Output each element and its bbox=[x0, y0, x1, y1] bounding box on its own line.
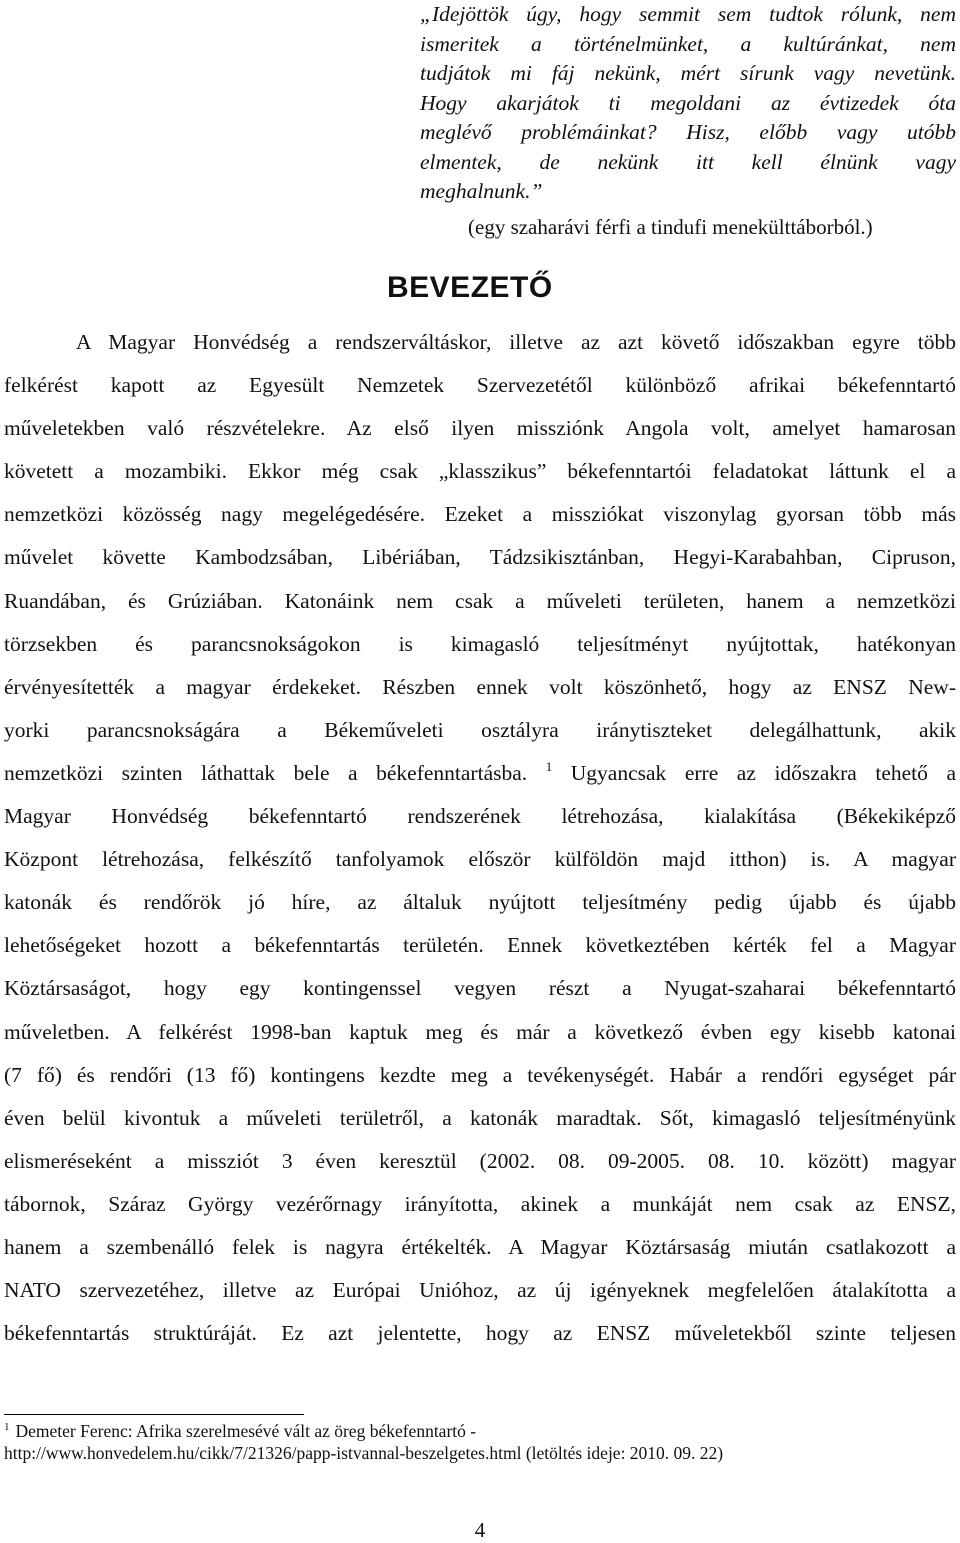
paragraph-line-with-footnote bbox=[4, 752, 956, 795]
footnote-line bbox=[4, 1420, 956, 1442]
footnote bbox=[4, 1420, 956, 1464]
paragraph-line: elismeréseként a missziót 3 éven keresztül (2002. 08. 09-2005. 08. 10. között) magyar bbox=[4, 1148, 956, 1173]
epigraph-line: tudjátok mi fáj nekünk, mért sírunk vagy nevetünk. bbox=[420, 61, 956, 85]
epigraph-line: meghalnunk.” bbox=[420, 179, 543, 203]
paragraph-line: NATO szervezetéhez, illetve az Európai Unióhoz, az új igényeknek megfelelően átalakította a bbox=[4, 1278, 956, 1303]
paragraph-line: Központ létrehozása, felkészítő tanfolyamok először külföldön majd itthon) is. A magyar bbox=[4, 847, 956, 872]
paragraph-line: yorki parancsnokságára a Békeműveleti osztályra iránytiszteket delegálhattunk, akik bbox=[4, 717, 956, 742]
paragraph-line: Köztársaságot, hogy egy kontingenssel vegyen részt a Nyugat-szaharai békefenntartó bbox=[4, 976, 956, 1001]
paragraph-line: tábornok, Száraz György vezérőrnagy irányította, akinek a munkáját nem csak az ENSZ, bbox=[4, 1191, 956, 1216]
paragraph-line: követett a mozambiki. Ekkor még csak „klasszikus” békefenntartói feladatokat láttunk el a bbox=[4, 459, 956, 484]
section-heading: BEVEZETŐ bbox=[387, 271, 553, 304]
paragraph-line: nemzetközi közösség nagy megelégedésére. Ezeket a missziókat viszonylag gyorsan több más bbox=[4, 502, 956, 527]
paragraph-line: A Magyar Honvédség a rendszerváltáskor, illetve az azt követő időszakban egyre több bbox=[76, 330, 956, 354]
paragraph-line: Ruandában, és Grúziában. Katonáink nem csak a műveleti területen, hanem a nemzetközi bbox=[4, 588, 956, 613]
epigraph-quote bbox=[420, 0, 956, 207]
paragraph-line: hanem a szembenálló felek is nagyra értékelték. A Magyar Köztársaság miután csatlakozott a bbox=[4, 1234, 956, 1259]
paragraph-line: lehetőségeket hozott a békefenntartás területén. Ennek következtében kérték fel a Magyar bbox=[4, 933, 956, 958]
paragraph-line: felkérést kapott az Egyesült Nemzetek Szervezetétől különböző afrikai békefenntartó bbox=[4, 373, 956, 398]
body-paragraph bbox=[4, 321, 956, 1355]
epigraph-line: „Idejöttök úgy, hogy semmit sem tudtok rólunk, nem bbox=[420, 2, 956, 26]
paragraph-line: műveletben. A felkérést 1998-ban kaptuk meg és már a következő évben egy kisebb katonai bbox=[4, 1019, 956, 1044]
epigraph-line: meglévő problémáinkat? Hisz, előbb vagy utóbb bbox=[420, 120, 956, 144]
epigraph-line: ismeritek a történelmünket, a kultúránkat, nem bbox=[420, 31, 956, 56]
footnote-reference[interactable]: 1 bbox=[545, 758, 553, 774]
footnote-text: Demeter Ferenc: Afrika szerelmesévé vált az öreg békefenntartó - bbox=[15, 1421, 477, 1441]
epigraph-line: elmentek, de nekünk itt kell élnünk vagy bbox=[420, 149, 956, 174]
footnote-link[interactable]: http://www.honvedelem.hu/cikk/7/21326/papp-istvannal-beszelgetes.html (letöltés ideje: 2010. 09. 22) bbox=[4, 1443, 724, 1463]
paragraph-line: törzsekben és parancsnokságokon is kimagasló teljesítményt nyújtottak, hatékonyan bbox=[4, 631, 956, 656]
epigraph-attribution: (egy szaharávi férfi a tindufi menekülttáborból.) bbox=[468, 215, 873, 239]
paragraph-line: műveletekben való részvételekre. Az első ilyen missziónk Angola volt, amelyet hamarosan bbox=[4, 416, 956, 441]
paragraph-line: katonák és rendőrök jó híre, az általuk nyújtott teljesítmény pedig újabb és újabb bbox=[4, 890, 956, 915]
paragraph-line: békefenntartás struktúráját. Ez azt jelentette, hogy az ENSZ műveletekből szinte teljesen bbox=[4, 1321, 956, 1346]
paragraph-line: Magyar Honvédség békefenntartó rendszerének létrehozása, kialakítása (Békekiképző bbox=[4, 804, 956, 829]
paragraph-line: éven belül kivontuk a műveleti területről, a katonák maradtak. Sőt, kimagasló teljesítményünk bbox=[4, 1105, 956, 1130]
footnote-number: 1 bbox=[4, 1421, 10, 1433]
paragraph-line: érvényesítették a magyar érdekeket. Részben ennek volt köszönhető, hogy az ENSZ New- bbox=[4, 674, 956, 699]
paragraph-line: művelet követte Kambodzsában, Libériában, Tádzsikisztánban, Hegyi-Karabahban, Cipruson, bbox=[4, 545, 956, 570]
paragraph-line-text: Ugyancsak erre az időszakra tehető a bbox=[552, 760, 957, 785]
footnote-separator bbox=[4, 1414, 304, 1415]
page-number: 4 bbox=[474, 1518, 486, 1542]
paragraph-line: (7 fő) és rendőri (13 fő) kontingens kezdte meg a tevékenységét. Habár a rendőri egységet pár bbox=[4, 1062, 956, 1087]
epigraph-line: Hogy akarjátok ti megoldani az évtizedek óta bbox=[420, 90, 956, 115]
paragraph-line-text: nemzetközi szinten láthattak bele a békefenntartásba. bbox=[4, 760, 528, 785]
